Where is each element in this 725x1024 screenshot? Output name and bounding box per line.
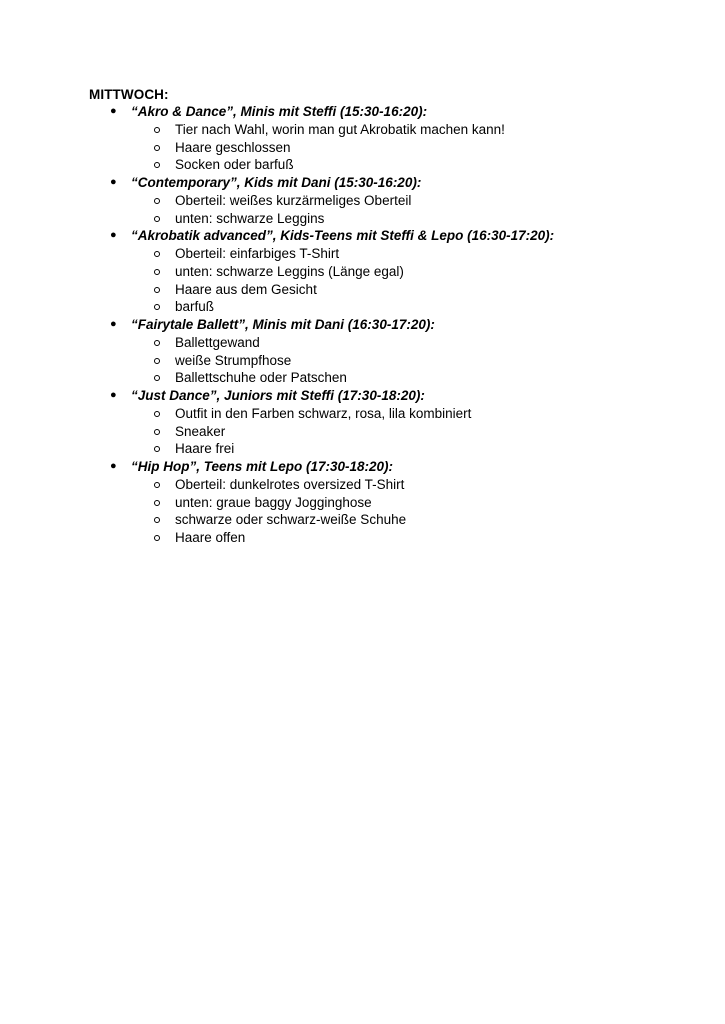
item-text: Ballettgewand	[175, 334, 260, 350]
list-item	[0, 352, 725, 370]
list-item	[0, 334, 725, 352]
item-text: Oberteil: dunkelrotes oversized T-Shirt	[175, 476, 405, 492]
hollow-bullet-icon	[154, 375, 160, 381]
hollow-bullet-icon	[154, 304, 160, 310]
item-text: weiße Strumpfhose	[175, 352, 292, 368]
list-item	[0, 298, 725, 316]
item-text: Haare aus dem Gesicht	[175, 281, 317, 297]
hollow-bullet-icon	[154, 535, 160, 541]
list-item	[0, 423, 725, 441]
hollow-bullet-icon	[154, 145, 160, 151]
filled-bullet-icon: ●	[110, 105, 117, 117]
item-text: Outfit in den Farben schwarz, rosa, lila kombiniert	[175, 405, 472, 421]
list-item	[0, 263, 725, 281]
hollow-bullet-icon	[154, 482, 160, 488]
filled-bullet-icon: ●	[110, 318, 117, 330]
course-just-dance	[0, 387, 725, 458]
hollow-bullet-icon	[154, 198, 160, 204]
list-item	[0, 476, 725, 494]
hollow-bullet-icon	[154, 340, 160, 346]
item-text: Ballettschuhe oder Patschen	[175, 370, 347, 386]
list-item	[0, 529, 725, 547]
course-contemporary	[0, 174, 725, 227]
course-title: “Fairytale Ballett”, Minis mit Dani (16:30-17:20):	[131, 317, 435, 332]
item-text: barfuß	[175, 299, 215, 315]
list-item	[0, 121, 725, 139]
hollow-bullet-icon	[154, 127, 160, 133]
day-heading: MITTWOCH:	[89, 87, 169, 102]
list-item	[0, 440, 725, 458]
list-item	[0, 192, 725, 210]
filled-bullet-icon: ●	[110, 460, 117, 472]
list-item	[0, 281, 725, 299]
course-title: “Akro & Dance”, Minis mit Steffi (15:30-16:20):	[131, 104, 428, 119]
course-line	[0, 174, 725, 192]
item-text: unten: graue baggy Jogginghose	[175, 494, 372, 510]
hollow-bullet-icon	[154, 411, 160, 417]
list-item	[0, 245, 725, 263]
item-text: Oberteil: weißes kurzärmeliges Oberteil	[175, 192, 412, 208]
course-line	[0, 103, 725, 121]
course-akro-dance	[0, 103, 725, 174]
course-line	[0, 227, 725, 245]
course-line	[0, 458, 725, 476]
hollow-bullet-icon	[154, 216, 160, 222]
item-text: Oberteil: einfarbiges T-Shirt	[175, 246, 340, 261]
course-title: “Akrobatik advanced”, Kids-Teens mit Steffi & Lepo (16:30-17:20):	[131, 228, 555, 244]
list-item	[0, 405, 725, 423]
list-item	[0, 494, 725, 512]
hollow-bullet-icon	[154, 251, 160, 257]
item-text: Tier nach Wahl, worin man gut Akrobatik machen kann!	[175, 121, 505, 137]
hollow-bullet-icon	[154, 500, 160, 506]
list-item	[0, 210, 725, 228]
list-item	[0, 156, 725, 174]
course-hip-hop	[0, 458, 725, 547]
item-text: Socken oder barfuß	[175, 157, 294, 173]
item-text: unten: schwarze Leggins (Länge egal)	[175, 263, 404, 279]
course-title: “Just Dance”, Juniors mit Steffi (17:30-18:20):	[131, 388, 425, 403]
item-text: Haare frei	[175, 441, 235, 457]
item-text: Haare offen	[175, 530, 246, 545]
filled-bullet-icon: ●	[110, 389, 117, 401]
course-fairytale-ballett	[0, 316, 725, 387]
item-text: schwarze oder schwarz-weiße Schuhe	[175, 512, 407, 528]
item-text: unten: schwarze Leggins	[175, 210, 325, 226]
course-line	[0, 316, 725, 334]
list-item	[0, 139, 725, 157]
filled-bullet-icon: ●	[110, 229, 117, 242]
item-text: Haare geschlossen	[175, 139, 291, 155]
hollow-bullet-icon	[154, 517, 160, 523]
list-item	[0, 511, 725, 529]
course-line	[0, 387, 725, 405]
hollow-bullet-icon	[154, 358, 160, 364]
hollow-bullet-icon	[154, 287, 160, 293]
course-title: “Hip Hop”, Teens mit Lepo (17:30-18:20):	[131, 459, 394, 474]
hollow-bullet-icon	[154, 429, 160, 435]
hollow-bullet-icon	[154, 446, 160, 452]
list-item	[0, 369, 725, 387]
filled-bullet-icon: ●	[110, 176, 117, 188]
item-text: Sneaker	[175, 423, 226, 439]
course-akrobatik-advanced	[0, 227, 725, 316]
course-title: “Contemporary”, Kids mit Dani (15:30-16:20):	[131, 175, 422, 190]
course-list	[0, 103, 725, 547]
hollow-bullet-icon	[154, 269, 160, 275]
hollow-bullet-icon	[154, 162, 160, 168]
